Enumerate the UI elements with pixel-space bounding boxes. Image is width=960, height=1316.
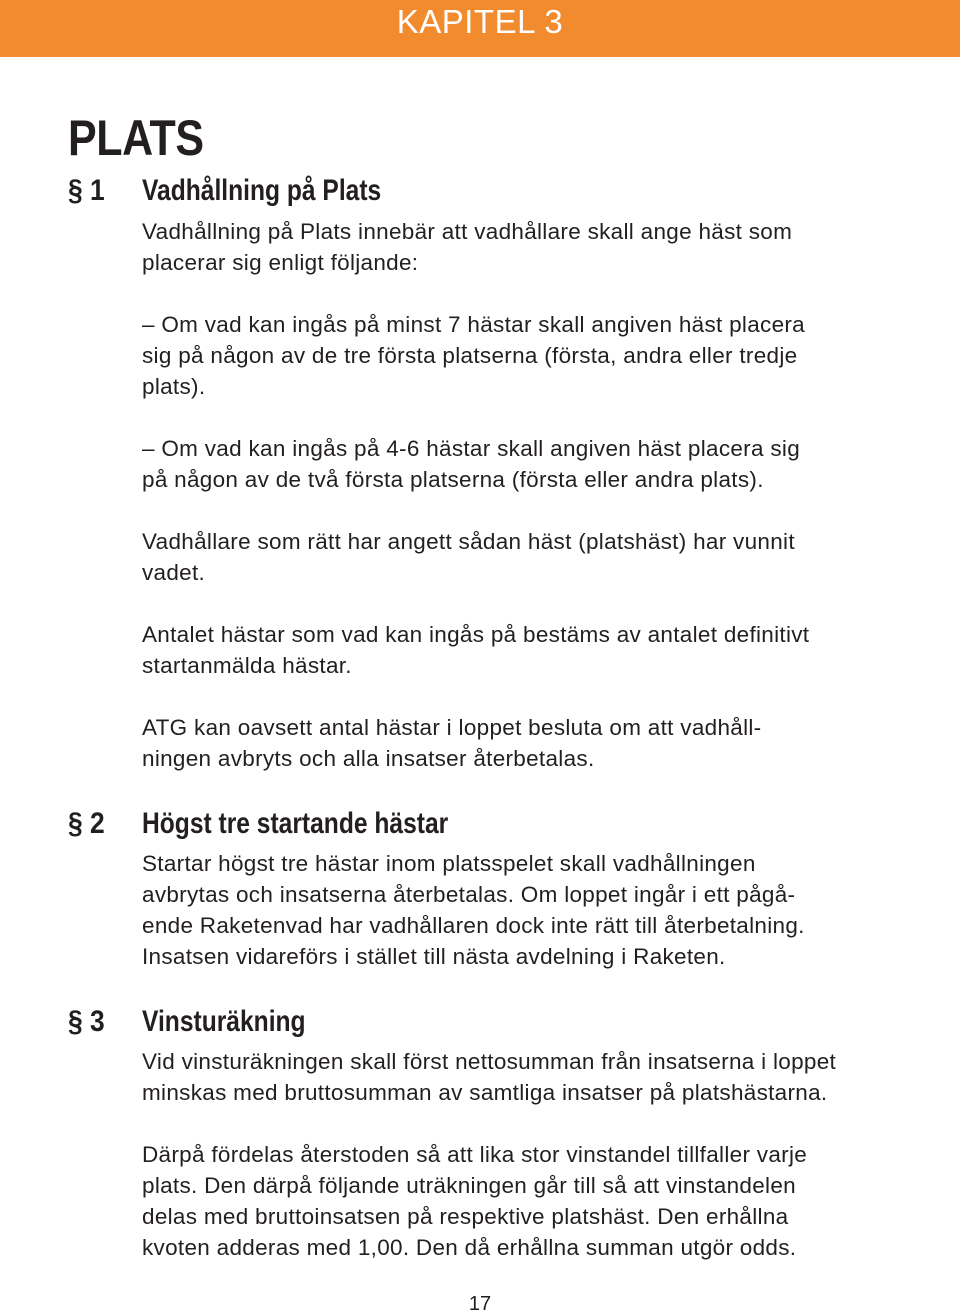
section-number: § 2 <box>68 807 105 840</box>
section-1-paragraph-2: Vadhållare som rätt har angett sådan häst (platshäst) har vunnit vadet. <box>142 529 795 585</box>
page-number: 17 <box>468 1293 492 1315</box>
section-3-paragraph-1: Vid vinsturäkningen skall först nettosumman från insatserna i loppet minskas med bruttosumman av samtliga insatser på platshästarna. <box>142 1049 837 1105</box>
section-2-paragraph-1: Startar högst tre hästar inom platsspelet skall vadhållningen avbrytas och insatserna återbetalas. Om loppet ingår i ett pågå- ende Raketenvad har vadhållaren dock inte rätt till återbetalning. Insatsen vidareförs i stället till nästa avdelning i Raketen. <box>142 851 805 969</box>
section-1-paragraph-1: Vadhållning på Plats innebär att vadhållare skall ange häst som placerar sig enligt följande: <box>142 219 793 275</box>
section-number: § 3 <box>68 1005 105 1038</box>
section-title: Högst tre startande hästar <box>142 807 449 840</box>
section-3-paragraph-2: Därpå fördelas återstoden så att lika stor vinstandel tillfaller varje plats. Den därpå följande uträkningen går till så att vinstandelen delas med bruttoinsatsen på respektive platshäst. Den erhållna kvoten adderas med 1,00. Den då erhållna summan utgör odds. <box>142 1142 808 1260</box>
section-number: § 1 <box>68 174 105 207</box>
page-title: PLATS <box>68 110 204 166</box>
section-1-paragraph-3: Antalet hästar som vad kan ingås på bestäms av antalet definitivt startanmälda hästar. <box>142 622 810 678</box>
section-1-bullet-2: – Om vad kan ingås på 4-6 hästar skall angiven häst placera sig på någon av de två första platserna (första eller andra plats). <box>142 436 801 492</box>
section-1-bullet-1: – Om vad kan ingås på minst 7 hästar skall angiven häst placera sig på någon av de tre första platserna (första, andra eller tredje plats). <box>142 312 805 399</box>
chapter-label: KAPITEL 3 <box>396 3 564 40</box>
section-title: Vadhållning på Plats <box>142 174 382 207</box>
chapter-banner <box>0 0 960 57</box>
section-1-paragraph-4: ATG kan oavsett antal hästar i loppet besluta om att vadhåll- ningen avbryts och alla insatser återbetalas. <box>142 715 762 771</box>
section-title: Vinsturäkning <box>142 1005 306 1038</box>
